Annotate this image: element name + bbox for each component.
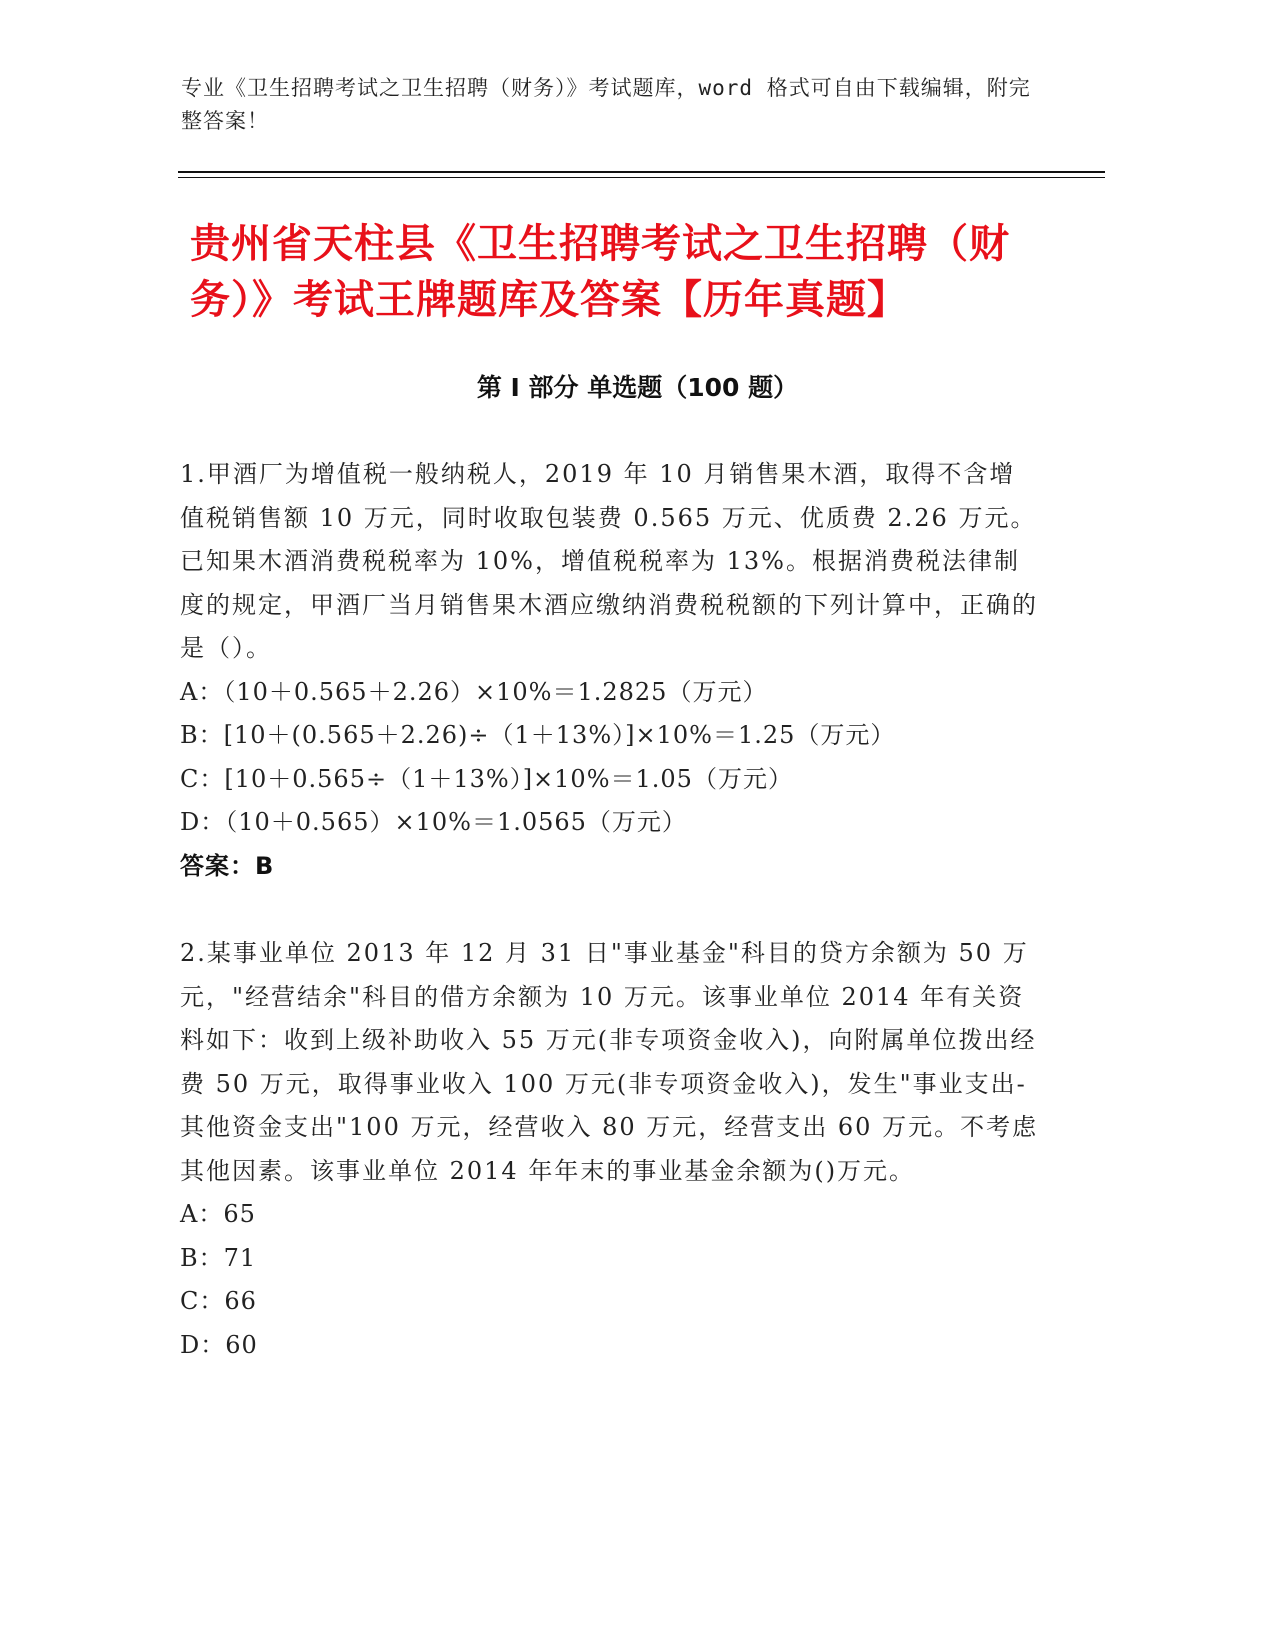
option-b: B：[10＋(0.565＋2.26)÷（1＋13%）]×10%＝1.25（万元） xyxy=(180,721,896,749)
option-d: D：60 xyxy=(180,1330,258,1359)
question-stem: 1.甲酒厂为增值税一般纳税人，2019 年 10 月销售果木酒，取得不含增值税销售额 10 万元，同时收取包装费 0.565 万元、优质费 2.26 万元。已知果木酒消费税税率为 10%，增值税税率为 13%。根据消费税法律制度的规定，甲酒厂当月销售果木酒应缴纳消费税税额的下列计算中，正确的是（）。 xyxy=(180,460,1038,662)
option-a: A：65 xyxy=(180,1200,256,1228)
section-title: 第 I 部分 单选题（100 题） xyxy=(476,373,799,402)
option-a: A：（10＋0.565＋2.26）×10%＝1.2825（万元） xyxy=(180,677,768,706)
option-c: C：66 xyxy=(180,1287,257,1315)
option-c: C：[10＋0.565÷（1＋13%）]×10%＝1.05（万元） xyxy=(180,764,793,793)
answer-label: 答案：B xyxy=(180,851,275,880)
question-1 xyxy=(180,453,1040,888)
header-rule-thick xyxy=(178,171,1105,173)
option-d: D：（10＋0.565）×10%＝1.0565（万元） xyxy=(180,808,687,836)
question-2 xyxy=(180,932,1040,1367)
header-rule-thin xyxy=(178,177,1105,178)
option-b: B：71 xyxy=(180,1243,257,1272)
header-note: 专业《卫生招聘考试之卫生招聘（财务）》考试题库，word 格式可自由下载编辑，附完整答案！ xyxy=(181,76,1031,133)
document-title: 贵州省天柱县《卫生招聘考试之卫生招聘（财务）》考试王牌题库及答案【历年真题】 xyxy=(190,221,1010,323)
question-stem: 2.某事业单位 2013 年 12 月 31 日"事业基金"科目的贷方余额为 50 万元，"经营结余"科目的借方余额为 10 万元。该事业单位 2014 年有关资料如下：收到上级补助收入 55 万元(非专项资金收入)，向附属单位拨出经费 50 万元，取得事业收入 100 万元(非专项资金收入)，发生"事业支出-其他资金支出"100 万元，经营收入 80 万元，经营支出 60 万元。不考虑其他因素。该事业单位 2014 年年末的事业基金余额为()万元。 xyxy=(180,939,1039,1185)
